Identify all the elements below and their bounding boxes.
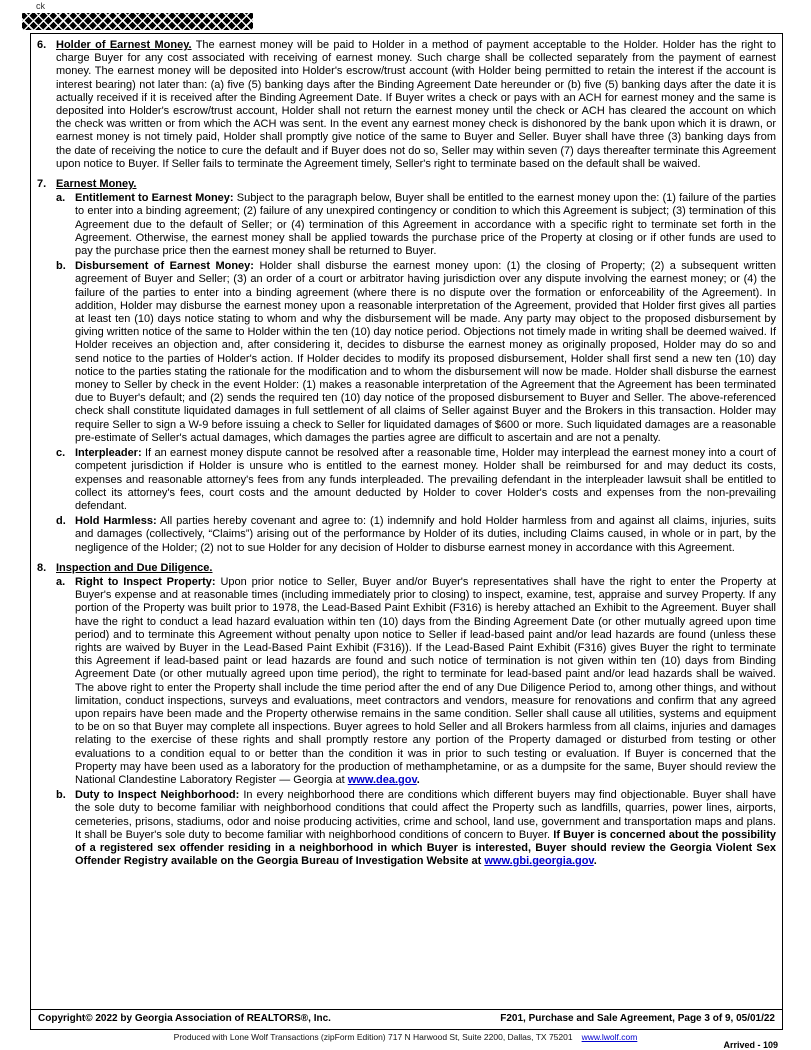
- section-number: 8.: [37, 561, 47, 574]
- subsection-heading: Duty to Inspect Neighborhood:: [75, 789, 240, 802]
- section-holder-of-earnest-money: [37, 39, 776, 171]
- subsection-body-text: Subject to the paragraph below, Buyer shall be entitled to the earnest money upon the: (1) failure of the parties to enter into a binding agreement; (2) failure of any unexpired contingency or condition to which this Agreement is subject; (3) termination of this Agreement due to the default of Seller; or (4) termination of this Agreement in accordance with a specific right to terminate set forth in the Agreement. Otherwise, the earnest money shall be applied towards the purchase price of the Property at closing or if other funds are used to pay the purchase price then the earnest money shall be returned to Buyer.: [75, 192, 776, 258]
- subsection-letter: c.: [56, 447, 66, 460]
- section-number: 7.: [37, 178, 47, 191]
- subsection-letter: b.: [56, 789, 66, 802]
- subsection-body-text: Upon prior notice to Seller, Buyer and/or Buyer's representatives shall have the right to enter the Property at Buyer's expense and at reasonable times (including immediately prior to closing) to inspect, examine, test, appraise and survey Property. If any portion of the Property was built prior to 1978, the Lead-Based Paint Exhibit (F316) is hereby attached an Exhibit to the Agreement. Buyer shall have the right to conduct a lead hazard evaluation within ten (10) days from the Binding Agreement Date (or other mutually agreed upon time period) and to terminate this Agreement without penalty upon notice to Seller if lead-based paint and/or lead hazards are found (unless these rights are waived by Buyer in the Lead-Based Paint Exhibit (F316)). If the Lead-Based Paint Exhibit (F316) gives Buyer the right to terminate this Agreement if lead-based paint or lead hazards are found and such notice of termination is not given within ten (10) days from Binding Agreement Date (or other mutually agreed upon time period), the right to terminate for lead-based paint and/or lead hazards shall be waived. The above right to enter the Property shall include the time period after the end of any Due Diligence Period to, among other things, and without limitation, conduct inspections, surveys and evaluations, meet contractors and vendors, measure for renovations and confirm that any agreed upon repairs have been made and the Property otherwise remains in the same condition. Seller shall cause all utilities, systems and equipment to be on so that Buyer may complete all inspections. Buyer agrees to hold Seller and all Brokers harmless from all claims, injuries and damages relating to the exercise of these rights and shall promptly restore any portion of the Property damaged or disturbed from testing or other evaluations to a condition equal to or better than the condition it was in prior to such testing or evaluation. If Buyer is concerned that the Property may have been used as a laboratory for the production of methamphetamine, or as a dumpsite for the same, Buyer should review the National Clandestine Laboratory Register — Georgia at: [75, 575, 776, 786]
- section-heading-line: [56, 562, 776, 575]
- subsection-hold-harmless: [56, 515, 776, 555]
- subsection-right-to-inspect: [56, 575, 776, 787]
- page-frame: [30, 33, 783, 1030]
- subsection-body-text: In every neighborhood there are conditions which different buyers may find objectionable. Buyer shall have the sole duty to become familiar with neighborhood conditions that could affect the Property such as landfills, quarries, power lines, airports, cemeteries, prisons, stadiums, odor and noise producing activities, crime and school, land use, government and transportation maps and plans. It shall be Buyer's sole duty to become familiar with neighborhood conditions of concern to Buyer.: [75, 789, 776, 841]
- subsection-duty-to-inspect-neighborhood: [56, 789, 776, 868]
- section-body-text: The earnest money will be paid to Holder in a method of payment acceptable to the Holder. Holder has the right to charge Buyer for any cost associated with receiving of earnest money. Such charge shall be collected separately from the payment of earnest money. The earnest money will be deposited into Holder's escrow/trust account (with Holder being permitted to retain the interest if the account is interest bearing) not later than: (a) five (5) banking days after the Binding Agreement Date hereunder or (b) five (5) banking days after the date it is actually received if it is received after the Binding Agreement Date. If Buyer writes a check or pays with an ACH for earnest money and the same is deposited into Holder's escrow/trust account, Holder shall not return the earnest money until the check or ACH has cleared the account on which the check was written or from which the ACH was sent. In the event any earnest money check is dishonored by the bank upon which it is drawn, or earnest money is not timely paid, Holder shall promptly give notice of the same to Buyer and Seller. Buyer shall have three (3) banking days from the date of receiving the notice to cure the default and if Buyer does not do so, Seller may within seven (7) days thereafter terminate this Agreement upon notice to Buyer. If Seller fails to terminate the Agreement timely, Seller's right to terminate based on the default shall be waived.: [56, 39, 776, 170]
- section-heading: Holder of Earnest Money.: [56, 39, 192, 51]
- link-suffix: .: [416, 773, 420, 786]
- section-earnest-money: [37, 178, 777, 555]
- subsection-body-text: Holder shall disburse the earnest money upon: (1) the closing of Property; (2) a subsequent written agreement of Buyer and Seller; (3) an order of a court or arbitrator having jurisdiction over any dispute involving the earnest money; or (4) the failure of the parties to enter into a binding agreement (where there is no dispute over the formation or enforceability of the Agreement). In addition, Holder may disburse the earnest money upon a reasonable interpretation of the Agreement, provided that Holder first gives all parties at least ten (10) days notice stating to whom and why the disbursement will be made. Any party may object to the proposed disbursement by giving written notice of the same to Holder within the ten (10) day notice period. Objections not timely made in writing shall be deemed waived. If Holder receives an objection and, after considering it, decides to disburse the earnest money as originally proposed, Holder may do so and send notice to the parties of Holder's action. If Holder decides to modify its proposed disbursement, Holder shall first send a new ten (10) day notice to the parties stating the rationale for the modification and to whom the disbursement will now be made. Holder shall disburse the earnest money to Seller by check in the event Holder: (1) makes a reasonable interpretation of the Agreement that the Agreement has been terminated due to Buyer's default; and (2) sends the required ten (10) day notice of the proposed disbursement to Buyer and Seller. The above-referenced check shall constitute liquidated damages in full settlement of all claims of Seller against Buyer and the Brokers in this transaction. Holder may require Seller to sign a W-9 before issuing a check to Seller for liquidated damages of $600 or more. Such liquidated damages are a reasonable pre-estimate of Seller's actual damages, which damages the parties agree are difficult to ascertain and are not a penalty.: [75, 260, 777, 444]
- subsection-paragraph: [75, 447, 776, 513]
- subsection-letter: d.: [56, 515, 66, 528]
- subsection-heading: Entitlement to Earnest Money:: [75, 192, 234, 205]
- subsection-paragraph: [75, 260, 776, 445]
- subsection-entitlement: [56, 192, 776, 258]
- subsection-paragraph: [75, 576, 776, 787]
- subsection-paragraph: [75, 789, 776, 868]
- subsection-paragraph: [75, 515, 776, 555]
- subsection-letter: a.: [56, 575, 66, 588]
- subsection-letter: b.: [56, 260, 66, 273]
- section-inspection-due-diligence: [37, 561, 776, 869]
- copyright-text: Copyright© 2022 by Georgia Association of REALTORS®, Inc.: [38, 1013, 331, 1024]
- dea-gov-link[interactable]: www.dea.gov: [347, 773, 417, 786]
- produced-text: Produced with Lone Wolf Transactions (zipForm Edition) 717 N Harwood St, Suite 2200, Dallas, TX 75201: [173, 1032, 573, 1042]
- subsection-disbursement: [56, 260, 777, 445]
- section-number: 6.: [37, 39, 47, 51]
- document-body: [31, 34, 782, 901]
- form-reference-text: F201, Purchase and Sale Agreement, Page 3 of 9, 05/01/22: [500, 1013, 775, 1024]
- subsection-heading: Hold Harmless:: [75, 515, 157, 528]
- lwolf-link[interactable]: www.lwolf.com: [581, 1032, 638, 1042]
- section-heading: Earnest Money.: [56, 178, 137, 191]
- link-suffix: .: [593, 855, 597, 868]
- subsection-heading: Right to Inspect Property:: [75, 575, 216, 588]
- corner-mark: ck: [36, 1, 45, 11]
- gbi-georgia-gov-link[interactable]: www.gbi.georgia.gov: [484, 855, 594, 868]
- page-footer: [31, 1009, 782, 1029]
- subsection-interpleader: [56, 447, 777, 513]
- subsection-letter: a.: [56, 192, 66, 205]
- subsection-heading: Disbursement of Earnest Money:: [75, 260, 254, 273]
- section-heading: Inspection and Due Diligence.: [56, 561, 213, 574]
- subsection-bold-text: If Buyer is concerned about the possibility of a registered sex offender residing in a neighborhood in which Buyer is interested, Buyer should review the Georgia Violent Sex Offender Registry available on the Georgia Bureau of Investigation Website at: [75, 828, 776, 868]
- subsection-body-text: All parties hereby covenant and agree to: (1) indemnify and hold Holder harmless from and against all claims, injuries, suits and damages (collectively, “Claims”) arising out of the performance by Holder of its duties, including Claims caused, in whole or in part, by the negligence of the Holder; (2) not to sue Holder for any decision of Holder to disburse earnest money in accordance with this Agreement.: [75, 515, 776, 554]
- section-heading-line: [56, 178, 776, 191]
- section-paragraph: [56, 39, 776, 171]
- subsection-paragraph: [75, 192, 776, 258]
- produced-with-line: [0, 1032, 811, 1042]
- redaction-scribble: [22, 13, 253, 30]
- subsection-heading: Interpleader:: [75, 447, 142, 460]
- arrived-stamp: Arrived - 109: [723, 1040, 778, 1050]
- subsection-body-text: If an earnest money dispute cannot be resolved after a reasonable time, Holder may interplead the earnest money into a court of competent jurisdiction if Holder is unsure who is entitled to the earnest money. Holder shall be reimbursed for and may deduct its costs, expenses and reasonable attorney's fees from any funds interpleaded. The prevailing defendant in the interpleader lawsuit shall be entitled to collect its attorney's fees, court costs and the amount deducted by Holder to cover Holder's costs and expenses from the non-prevailing defendant.: [75, 447, 777, 512]
